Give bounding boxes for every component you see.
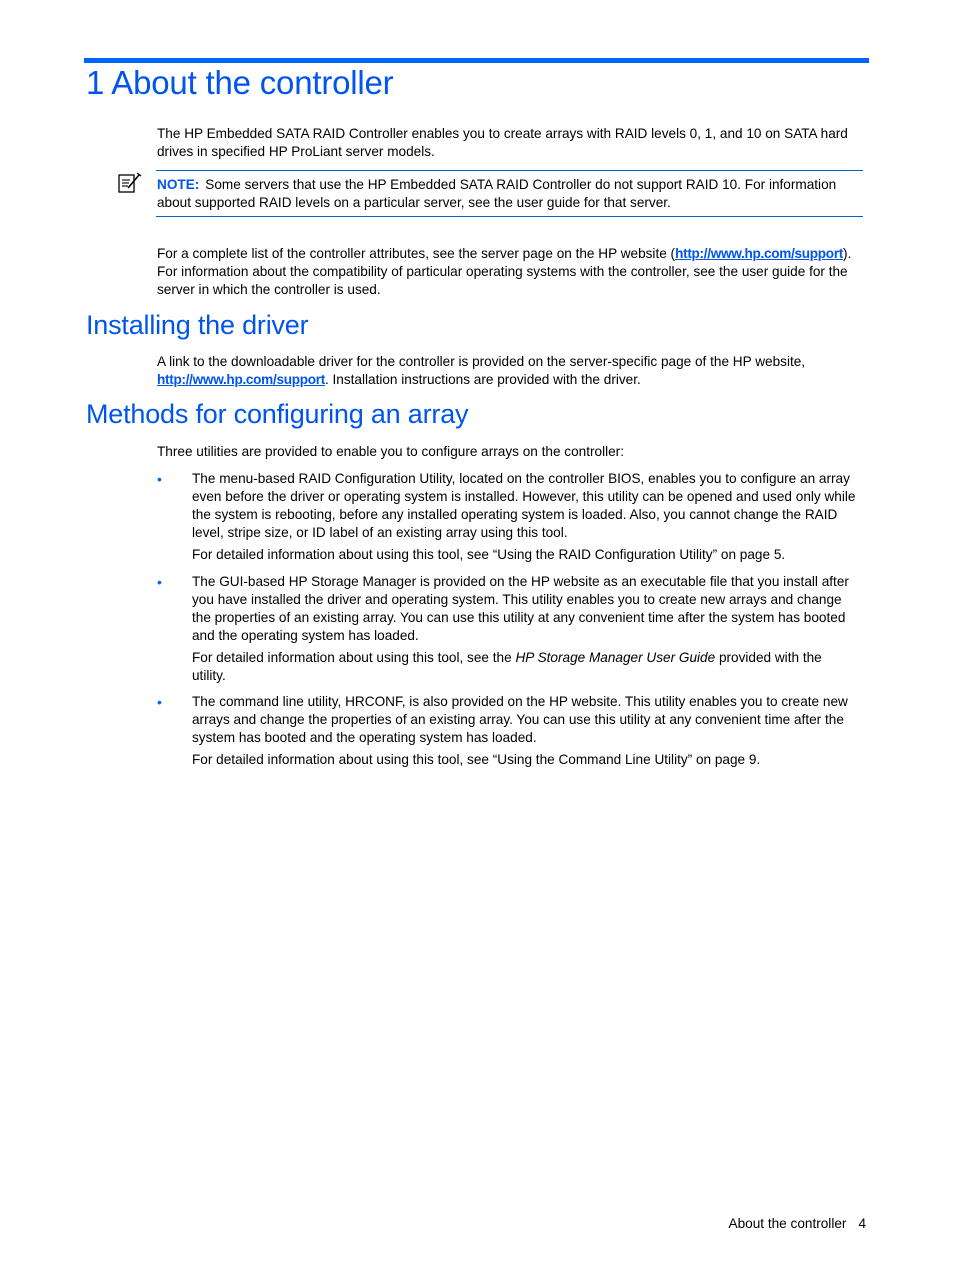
page-number: 4: [858, 1216, 866, 1231]
methods-heading: Methods for configuring an array: [86, 399, 469, 429]
bullet-text: The command line utility, HRCONF, is also provided on the HP website. This utility enables you to create new arrays and change the properties of an existing array. You can use this utility at any convenient time after the system has booted and the operating system has loaded.: [192, 694, 848, 745]
intro-paragraph: The HP Embedded SATA RAID Controller enables you to create arrays with RAID levels 0, 1, and 10 on SATA hard drives in specified HP ProLiant server models.: [157, 126, 848, 159]
hp-support-link[interactable]: http://www.hp.com/support: [675, 246, 844, 261]
bullet-text: The GUI-based HP Storage Manager is provided on the HP website as an executable file that you install after you have installed the driver and operating system. This utility enables you to create new arrays and change the properties of an existing array. You can use this utility at any convenient time after the system has booted and the operating system has loaded.: [192, 574, 849, 643]
guide-title: HP Storage Manager User Guide: [515, 650, 716, 665]
bullet-icon: •: [157, 574, 162, 590]
list-item: [157, 470, 859, 564]
footer-section: About the controller: [728, 1216, 847, 1231]
bullet-detail: [192, 649, 859, 685]
detail-text-before: For detailed information about using this tool, see the: [192, 650, 516, 665]
chapter-title: 1 About the controller: [86, 64, 394, 101]
installing-heading: Installing the driver: [86, 310, 309, 340]
detail-text-after: provided with the utility.: [192, 650, 822, 683]
chapter-top-rule: [84, 58, 869, 63]
bullet-icon: •: [157, 471, 162, 487]
page-footer: [700, 1216, 866, 1231]
bullet-icon: •: [157, 694, 162, 710]
installing-text-after: . Installation instructions are provided with the driver.: [324, 372, 641, 387]
attributes-text-after: ). For information about the compatibility of particular operating systems with the controller, see the user guide for the server in which the controller is used.: [157, 246, 852, 297]
methods-intro: Three utilities are provided to enable you to configure arrays on the controller:: [157, 444, 624, 459]
bullet-detail: For detailed information about using this tool, see “Using the Command Line Utility” on page 9.: [192, 752, 761, 767]
attributes-text-before: For a complete list of the controller attributes, see the server page on the HP website (: [157, 246, 676, 261]
list-item: [157, 573, 859, 685]
attributes-paragraph: [157, 245, 863, 299]
installing-paragraph: [157, 353, 863, 389]
bullet-detail: For detailed information about using this tool, see “Using the RAID Configuration Utility” on page 5.: [192, 547, 786, 562]
note-text: Some servers that use the HP Embedded SATA RAID Controller do not support RAID 10. For information about supported RAID levels on a particular server, see the user guide for that server.: [157, 177, 837, 210]
note-label: NOTE:: [157, 177, 200, 192]
hp-support-link-driver[interactable]: http://www.hp.com/support: [157, 372, 325, 387]
list-item: [157, 693, 859, 769]
bullet-text: The menu-based RAID Configuration Utility, located on the controller BIOS, enables you to configure an array even before the driver or operating system is installed. However, this utility can be opened and used only while the system is rebooting, before any installed operating system is loaded. Also, you cannot change the RAID level, stripe size, or ID label of an existing array using this tool.: [192, 471, 856, 540]
note-box: [156, 170, 863, 217]
installing-text-before: A link to the downloadable driver for the controller is provided on the server-specific page of the HP website,: [157, 354, 806, 369]
note-icon: [118, 172, 142, 194]
